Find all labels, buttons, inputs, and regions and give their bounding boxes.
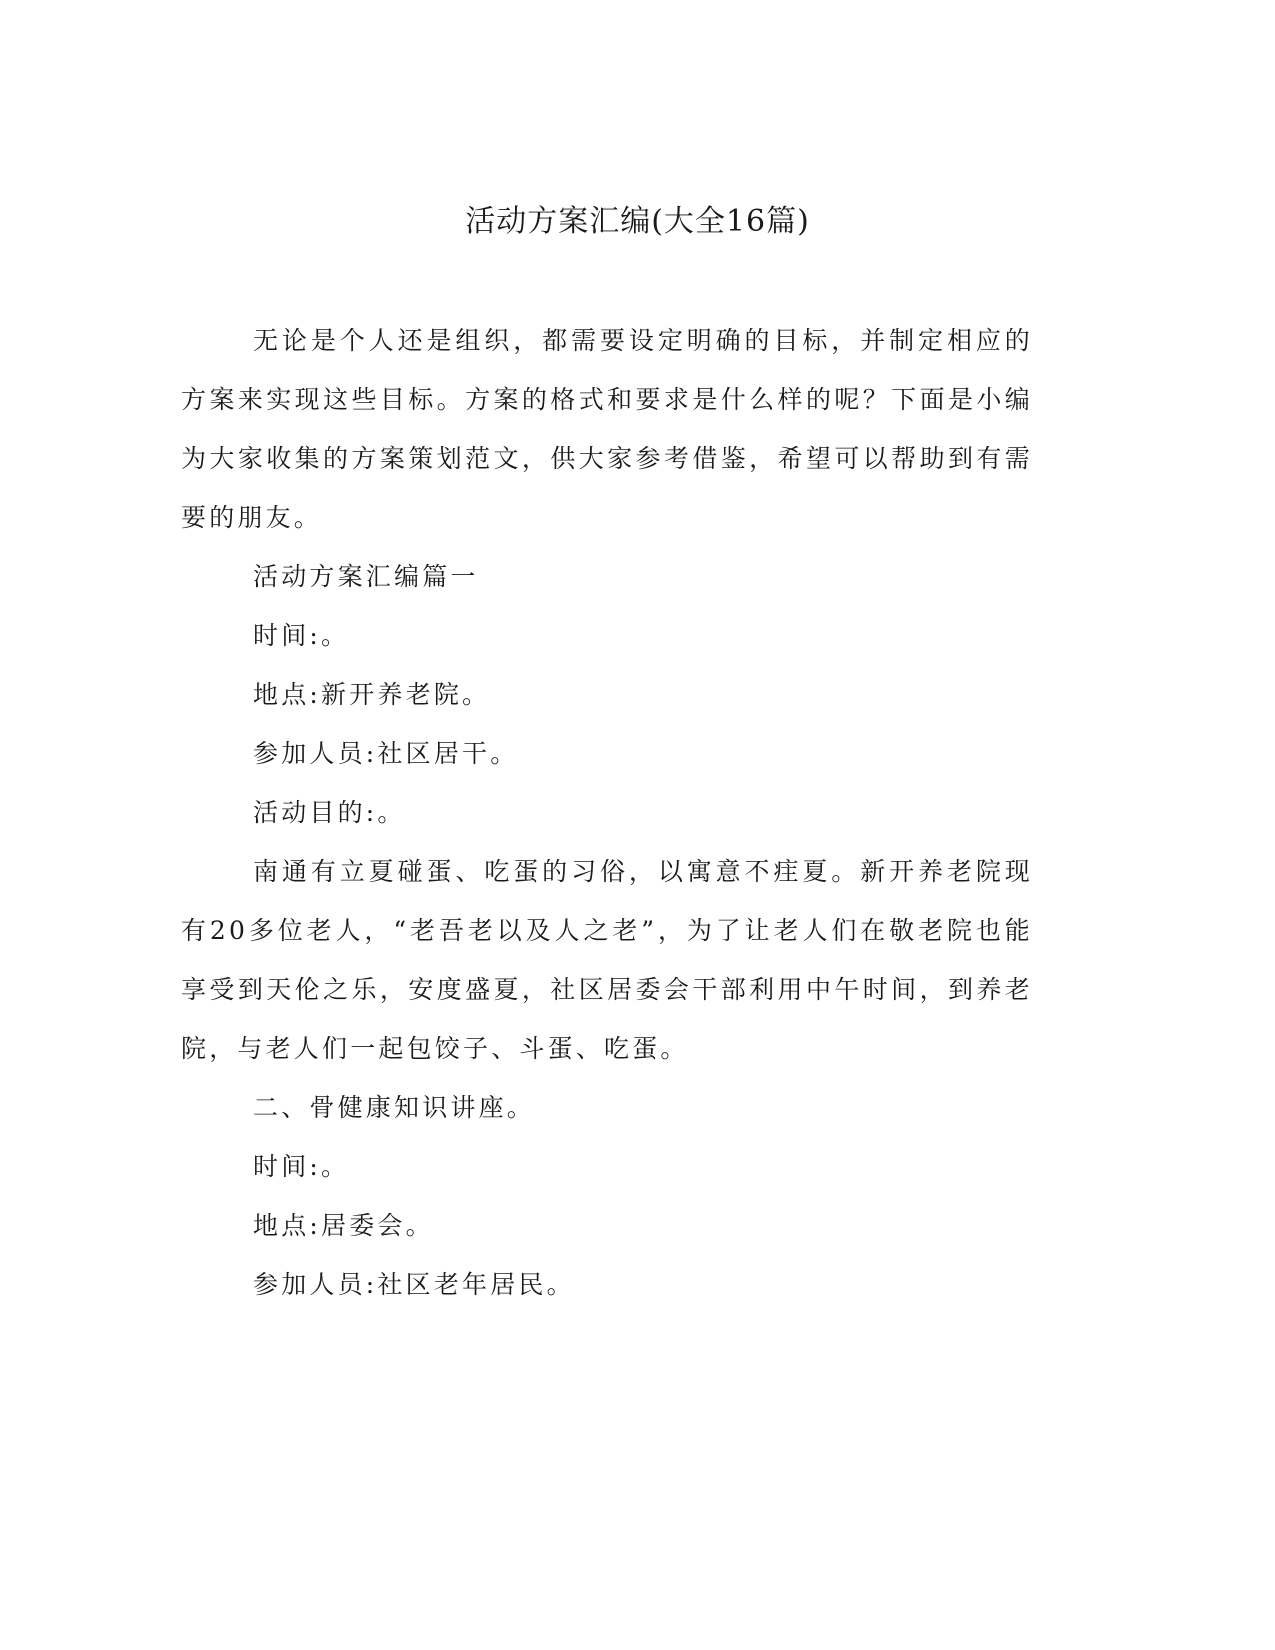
section-heading-2: 二、骨健康知识讲座。 [253, 1093, 536, 1122]
intro-paragraph: 无论是个人还是组织，都需要设定明确的目标，并制定相应的方案来实现这些目标。方案的格式和要求是什么样的呢？下面是小编为大家收集的方案策划范文，供大家参考借鉴，希望可以帮助到有需要的朋友。 [181, 326, 1033, 532]
location-line-2: 地点:居委会。 [253, 1211, 434, 1240]
description-paragraph: 南通有立夏碰蛋、吃蛋的习俗，以寓意不疰夏。新开养老院现有20多位老人，“老吾老以及人之老”，为了让老人们在敬老院也能享受到天伦之乐，安度盛夏，社区居委会干部利用中午时间，到养老院，与老人们一起包饺子、斗蛋、吃蛋。 [181, 857, 1033, 1063]
document-body [181, 311, 1033, 1314]
participants-line-1: 参加人员:社区居干。 [253, 739, 519, 768]
location-line-1: 地点:新开养老院。 [253, 680, 491, 709]
purpose-line: 活动目的:。 [253, 798, 406, 827]
section-heading-1: 活动方案汇编篇一 [253, 562, 479, 591]
participants-line-2: 参加人员:社区老年居民。 [253, 1270, 575, 1299]
time-line-2: 时间:。 [253, 1152, 350, 1181]
document-title: 活动方案汇编(大全16篇) [465, 204, 810, 239]
time-line-1: 时间:。 [253, 621, 350, 650]
